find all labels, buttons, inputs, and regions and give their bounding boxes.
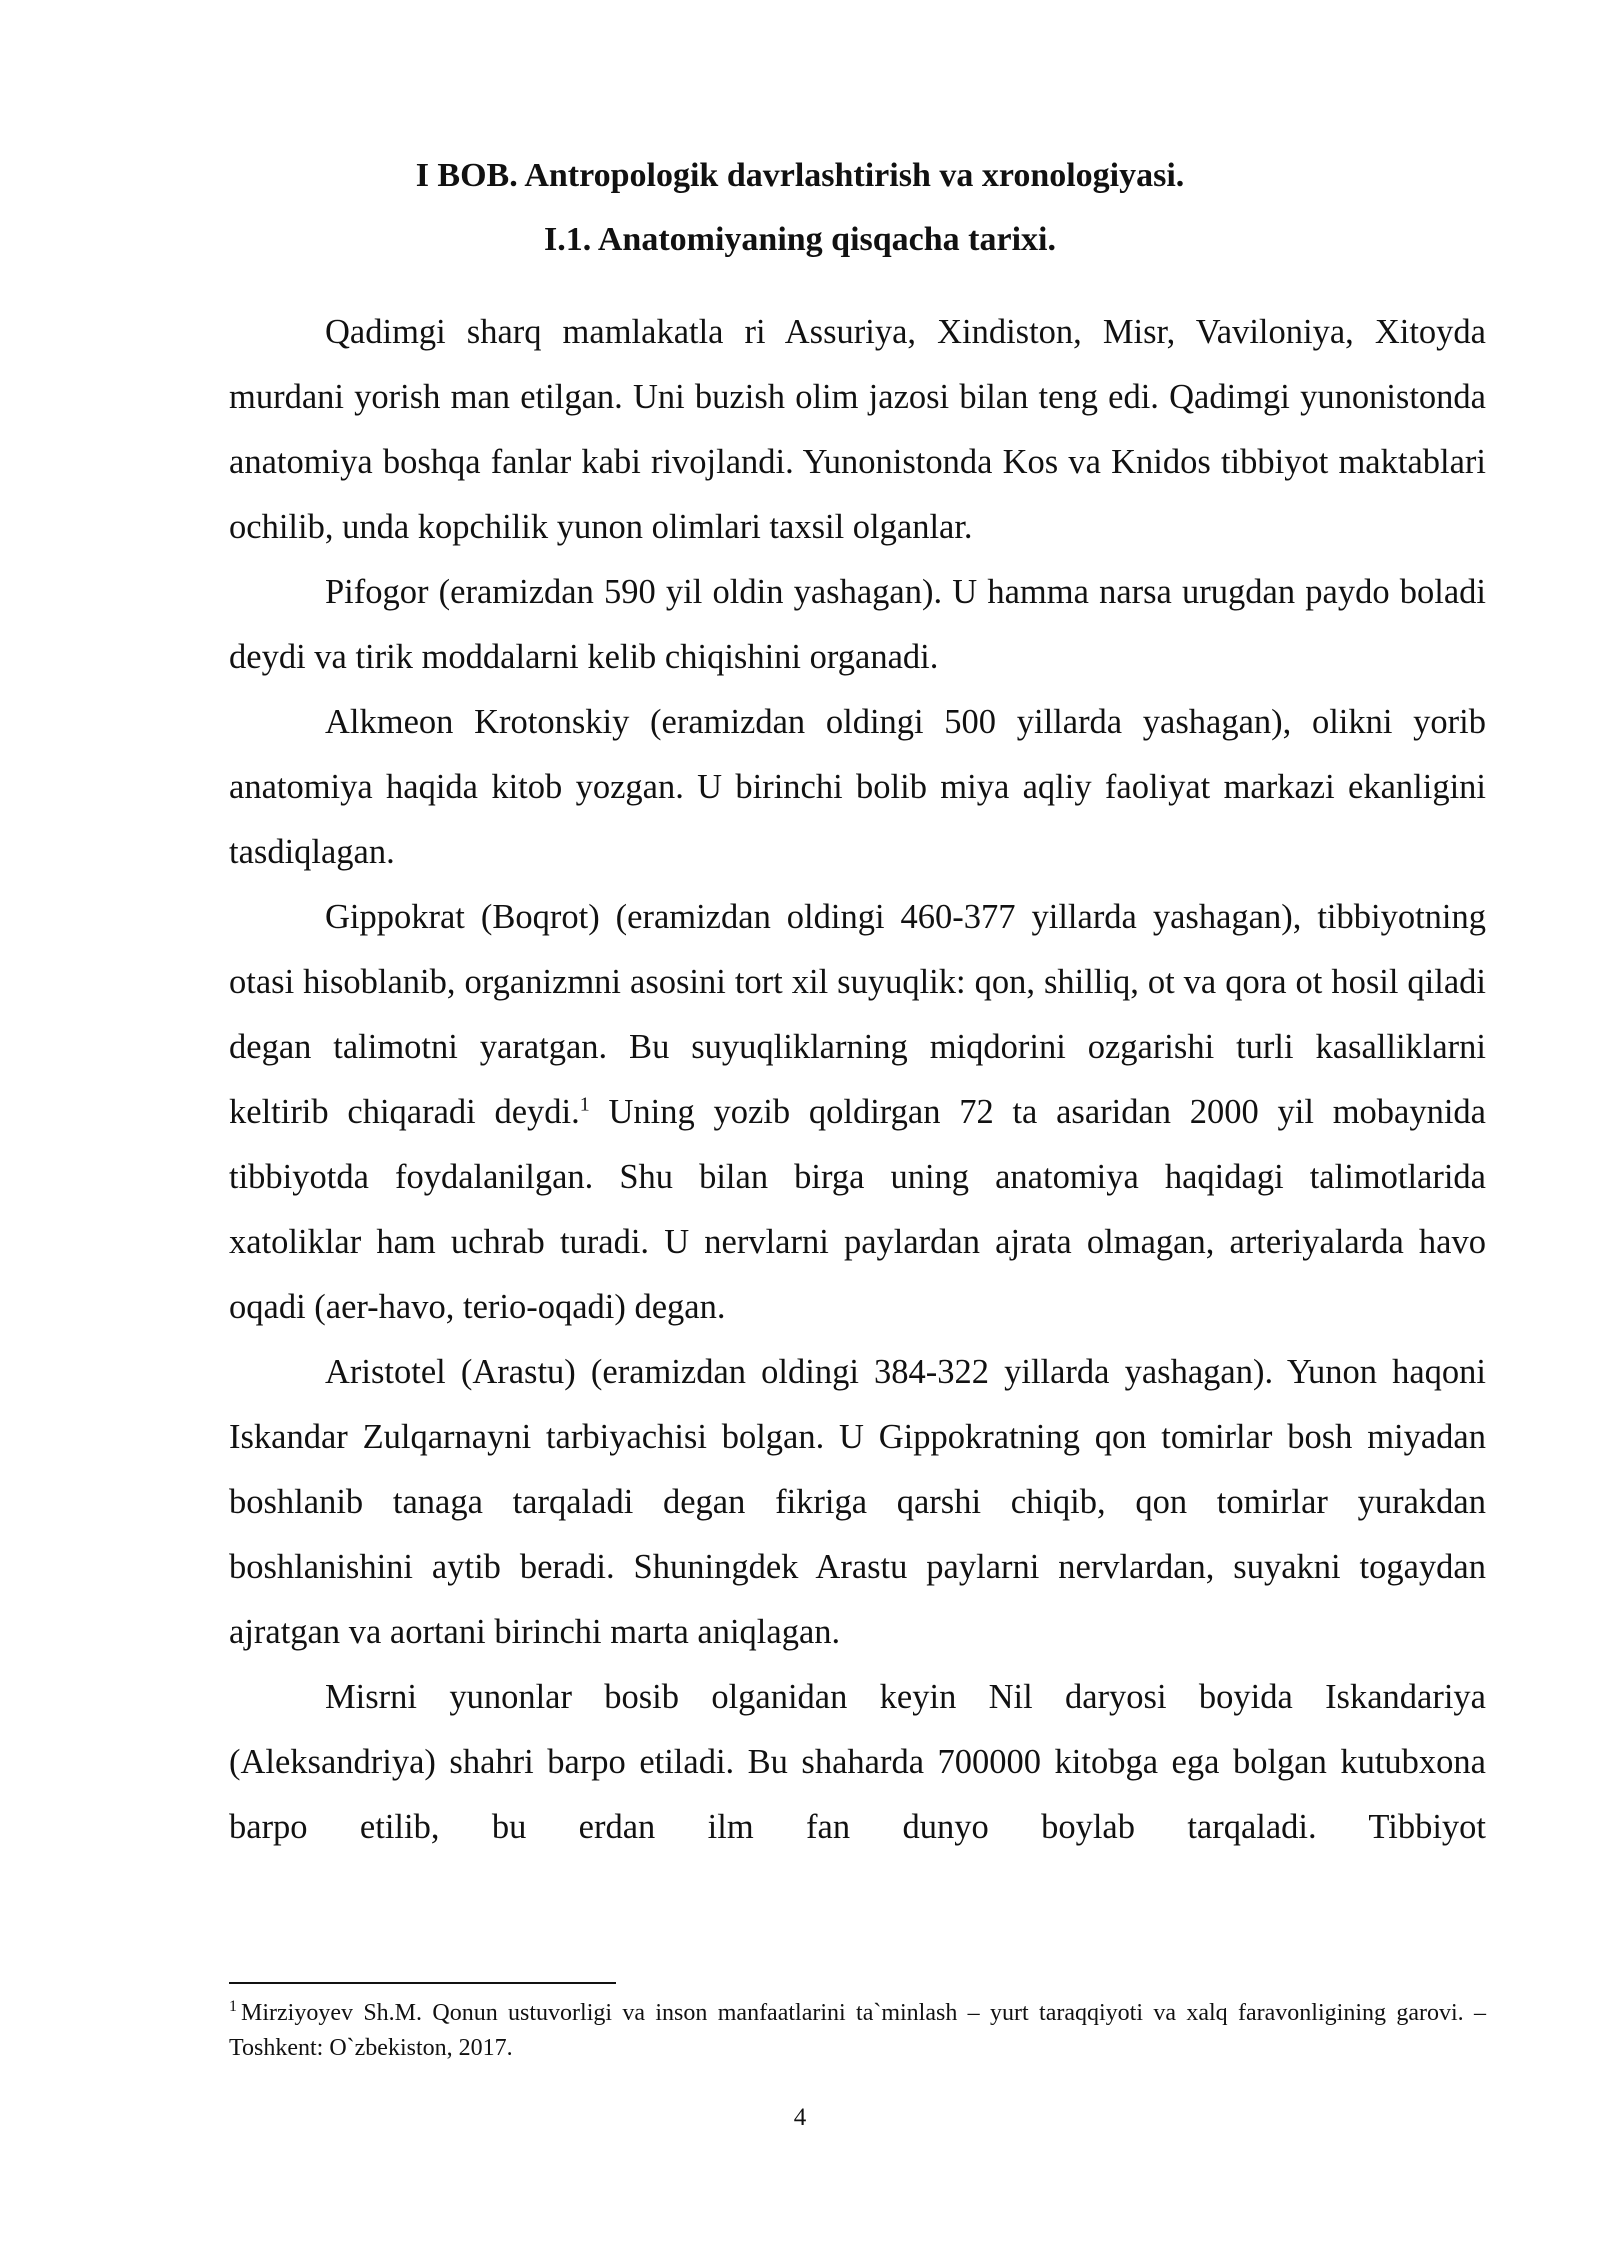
paragraph-6: Misrni yunonlar bosib olganidan keyin Nil daryosi boyida Iskandariya (Aleksandriya) shahri barpo etiladi. Bu shaharda 700000 kitobga ega bolgan kutubxona barpo etilib, bu erdan ilm fan dunyo boylab tarqaladi. Tibbiyot xyxy=(229,1678,1486,1846)
paragraph-1: Qadimgi sharq mamlakatla ri Assuriya, Xindiston, Misr, Vaviloniya, Xitoyda murdani yorish man etilgan. Uni buzish olim jazosi bilan teng edi. Qadimgi yunonistonda anatomiya boshqa fanlar kabi rivojlandi. Yunonistonda Kos va Knidos tibbiyot maktablari ochilib, unda kopchilik yunon olimlari taxsil olganlar. xyxy=(229,313,1486,546)
paragraph-5: Aristotel (Arastu) (eramizdan oldingi 384-322 yillarda yashagan). Yunon haqoni Iskandar Zulqarnayni tarbiyachisi bolgan. U Gippokratning qon tomirlar bosh miyadan boshlanib tanaga tarqaladi degan fikriga qarshi chiqib, qon tomirlar yurakdan boshlanishini aytib beradi. Shuningdek Arastu paylarni nervlardan, suyakni togaydan ajratgan va aortani birinchi marta aniqlagan. xyxy=(229,1353,1486,1651)
footnote-text: Mirziyoyev Sh.M. Qonun ustuvorligi va inson manfaatlarini ta`minlash – yurt taraqqiyoti va xalq faravonligining garovi. – Toshkent: O`zbekiston, 2017. xyxy=(229,2000,1486,2061)
footnote xyxy=(229,1996,1486,2066)
paragraph-3: Alkmeon Krotonskiy (eramizdan oldingi 500 yillarda yashagan), olikni yorib anatomiya haqida kitob yozgan. U birinchi bolib miya aqliy faoliyat markazi ekanligini tasdiqlagan. xyxy=(229,703,1486,871)
paragraph-4-text-start: Gippokrat (Boqrot) (eramizdan oldingi 460-377 yillarda yashagan), tibbiyotning otasi hisoblanib, organizmni asosini tort xil suyuqlik: qon, shilliq, ot va qora ot hosil qiladi degan talimotni yaratgan. Bu suyuqliklarning miqdorini ozgarishi turli kasalliklarni keltirib chiqaradi deydi. xyxy=(229,898,1486,1131)
paragraph-2: Pifogor (eramizdan 590 yil oldin yashagan). U hamma narsa urugdan paydo boladi deydi va tirik moddalarni kelib chiqishini organadi. xyxy=(229,573,1486,676)
paragraph-4-text-end: Uning yozib qoldirgan 72 ta asaridan 2000 yil mobaynida tibbiyotda foydalanilgan. Shu bilan birga uning anatomiya haqidagi talimotlarida xatoliklar ham uchrab turadi. U nervlarni paylardan ajrata olmagan, arteriyalarda havo oqadi (aer-havo, terio-oqadi) degan. xyxy=(229,1093,1486,1326)
footnote-separator xyxy=(229,1982,616,1984)
footnote-marker: 1 xyxy=(229,1998,237,2015)
chapter-title: I BOB. Antropologik davrlashtirish va xronologiyasi. xyxy=(415,157,1185,194)
section-title: I.1. Anatomiyaning qisqacha tarixi. xyxy=(544,221,1056,258)
footnote-reference[interactable]: 1 xyxy=(579,1093,590,1116)
body-text xyxy=(229,300,1486,1860)
page-number: 4 xyxy=(793,2104,807,2131)
paragraph-4 xyxy=(229,885,1486,1340)
